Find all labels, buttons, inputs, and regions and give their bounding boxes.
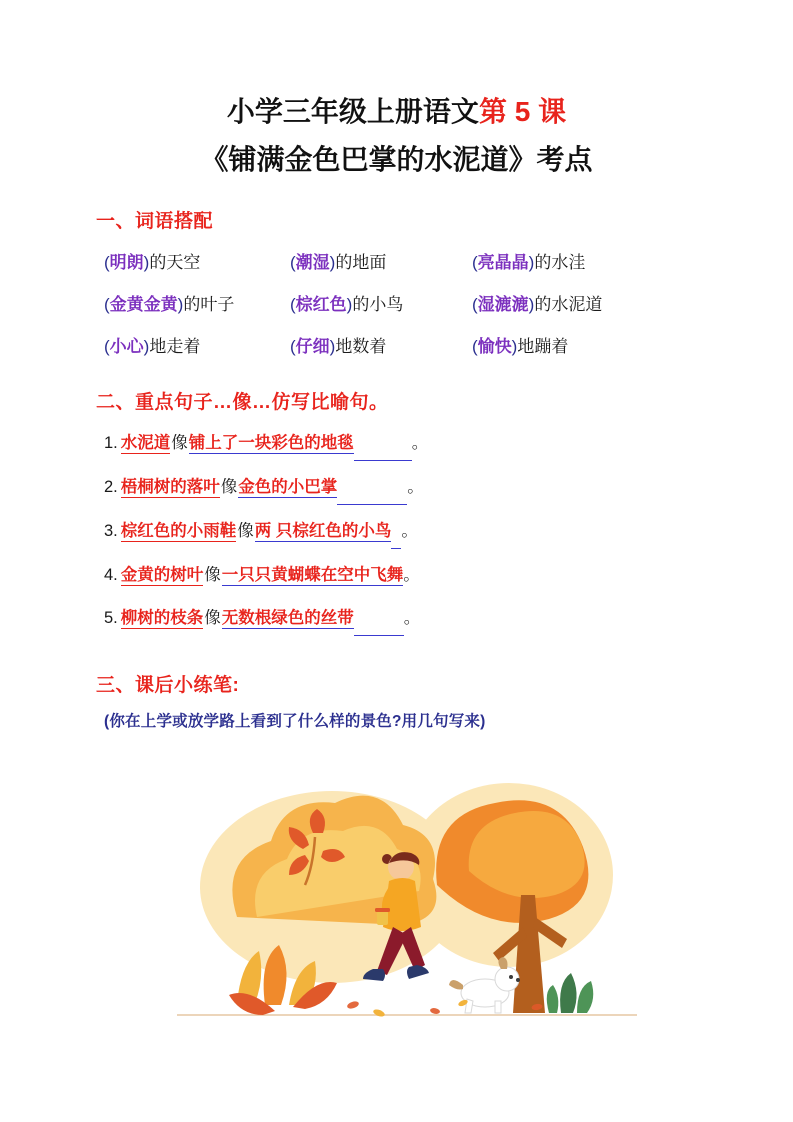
sentence-period: 。 (403, 609, 421, 627)
sentence-answer: 无数根绿色的丝带 (221, 609, 354, 627)
page-title (60, 88, 733, 184)
sentence-period: 。 (403, 566, 420, 584)
word-pair-word: 愉快 (477, 337, 512, 356)
answer-blank[interactable] (354, 616, 404, 636)
word-pair-tail: 的地面 (335, 253, 387, 272)
word-pair: (仔细)地数着 (290, 337, 387, 356)
word-pair-row (104, 245, 733, 281)
sentence-link: 像 (171, 434, 188, 452)
section-heading-2: 二、重点句子…像…仿写比喻句。 (96, 392, 389, 413)
sentence-list (104, 426, 733, 636)
word-pair-word: 亮晶晶 (477, 253, 529, 272)
sentence-answer: 金色的小巴掌 (238, 478, 338, 496)
word-pair: (明朗)的天空 (104, 253, 201, 272)
sentence-item (104, 470, 733, 505)
title-lesson-number: 第 5 课 (478, 96, 567, 127)
sentence-number: 3. (104, 522, 118, 540)
sentence-item (104, 514, 733, 549)
illustration-svg (117, 767, 677, 1045)
section-heading-1: 一、词语搭配 (96, 211, 214, 232)
sentence-subject: 柳树的枝条 (120, 609, 204, 627)
sentence-subject: 金黄的树叶 (120, 566, 204, 584)
word-pair: (愉快)地蹦着 (472, 337, 569, 356)
sentence-answer: 铺上了一块彩色的地毯 (188, 434, 354, 452)
sentence-answer: 两 只棕红色的小鸟 (254, 522, 392, 540)
sentence-number: 4. (104, 566, 118, 584)
word-pair-tail: 地数着 (335, 337, 387, 356)
word-pair-word: 仔细 (295, 337, 330, 356)
sentence-number: 2. (104, 478, 118, 496)
word-pair: (湿漉漉)的水泥道 (472, 295, 603, 314)
sentence-number: 5. (104, 609, 118, 627)
answer-blank[interactable] (354, 441, 412, 461)
sentence-item (104, 601, 733, 636)
title-line-2: 《铺满金色巴掌的水泥道》考点 (200, 144, 593, 175)
sentence-subject: 棕红色的小雨鞋 (120, 522, 237, 540)
sentence-link: 像 (220, 478, 238, 496)
word-pair: (棕红色)的小鸟 (290, 295, 404, 314)
word-pair-tail: 的小鸟 (352, 295, 404, 314)
word-pair-tail: 的天空 (149, 253, 201, 272)
word-pair-word: 金黄金黄 (109, 295, 178, 314)
sentence-period: 。 (407, 478, 424, 496)
sentence-link: 像 (204, 609, 221, 627)
word-pair-tail: 的水洼 (534, 253, 586, 272)
answer-blank[interactable] (391, 529, 401, 549)
sentence-answer: 一只只黄蝴蝶在空中飞舞 (221, 566, 404, 584)
word-pair-tail: 的叶子 (183, 295, 235, 314)
sentence-subject: 水泥道 (120, 434, 171, 452)
word-pair-tail: 的水泥道 (534, 295, 603, 314)
word-pair: (亮晶晶)的水洼 (472, 253, 586, 272)
practice-prompt: (你在上学或放学路上看到了什么样的景色?用几句写来) (104, 713, 486, 730)
title-line-1 (60, 88, 733, 136)
word-pair-word: 潮湿 (295, 253, 330, 272)
word-pair-word: 湿漉漉 (477, 295, 529, 314)
sentence-number: 1. (104, 434, 118, 452)
word-pair: (小心)地走着 (104, 337, 201, 356)
sentence-period: 。 (411, 434, 429, 452)
word-pair-word: 棕红色 (295, 295, 347, 314)
word-pair-row (104, 287, 733, 323)
illustration-container (60, 767, 733, 1045)
word-pair-word: 小心 (109, 337, 144, 356)
autumn-street-illustration (117, 767, 677, 1045)
word-pair-tail: 地蹦着 (517, 337, 569, 356)
section-heading-3: 三、课后小练笔: (96, 675, 240, 696)
word-pair: (金黄金黄)的叶子 (104, 295, 235, 314)
word-pair-word: 明朗 (109, 253, 144, 272)
sentence-period: 。 (401, 522, 418, 540)
title-subject: 小学三年级上册语文 (226, 96, 479, 127)
word-pair: (潮湿)的地面 (290, 253, 387, 272)
sentence-item (104, 558, 733, 592)
word-pair-tail: 地走着 (149, 337, 201, 356)
word-pair-list (104, 245, 733, 365)
sentence-subject: 梧桐树的落叶 (120, 478, 220, 496)
sentence-item (104, 426, 733, 461)
sentence-link: 像 (204, 566, 221, 584)
answer-blank[interactable] (337, 485, 407, 505)
sentence-link: 像 (237, 522, 254, 540)
word-pair-row (104, 329, 733, 365)
